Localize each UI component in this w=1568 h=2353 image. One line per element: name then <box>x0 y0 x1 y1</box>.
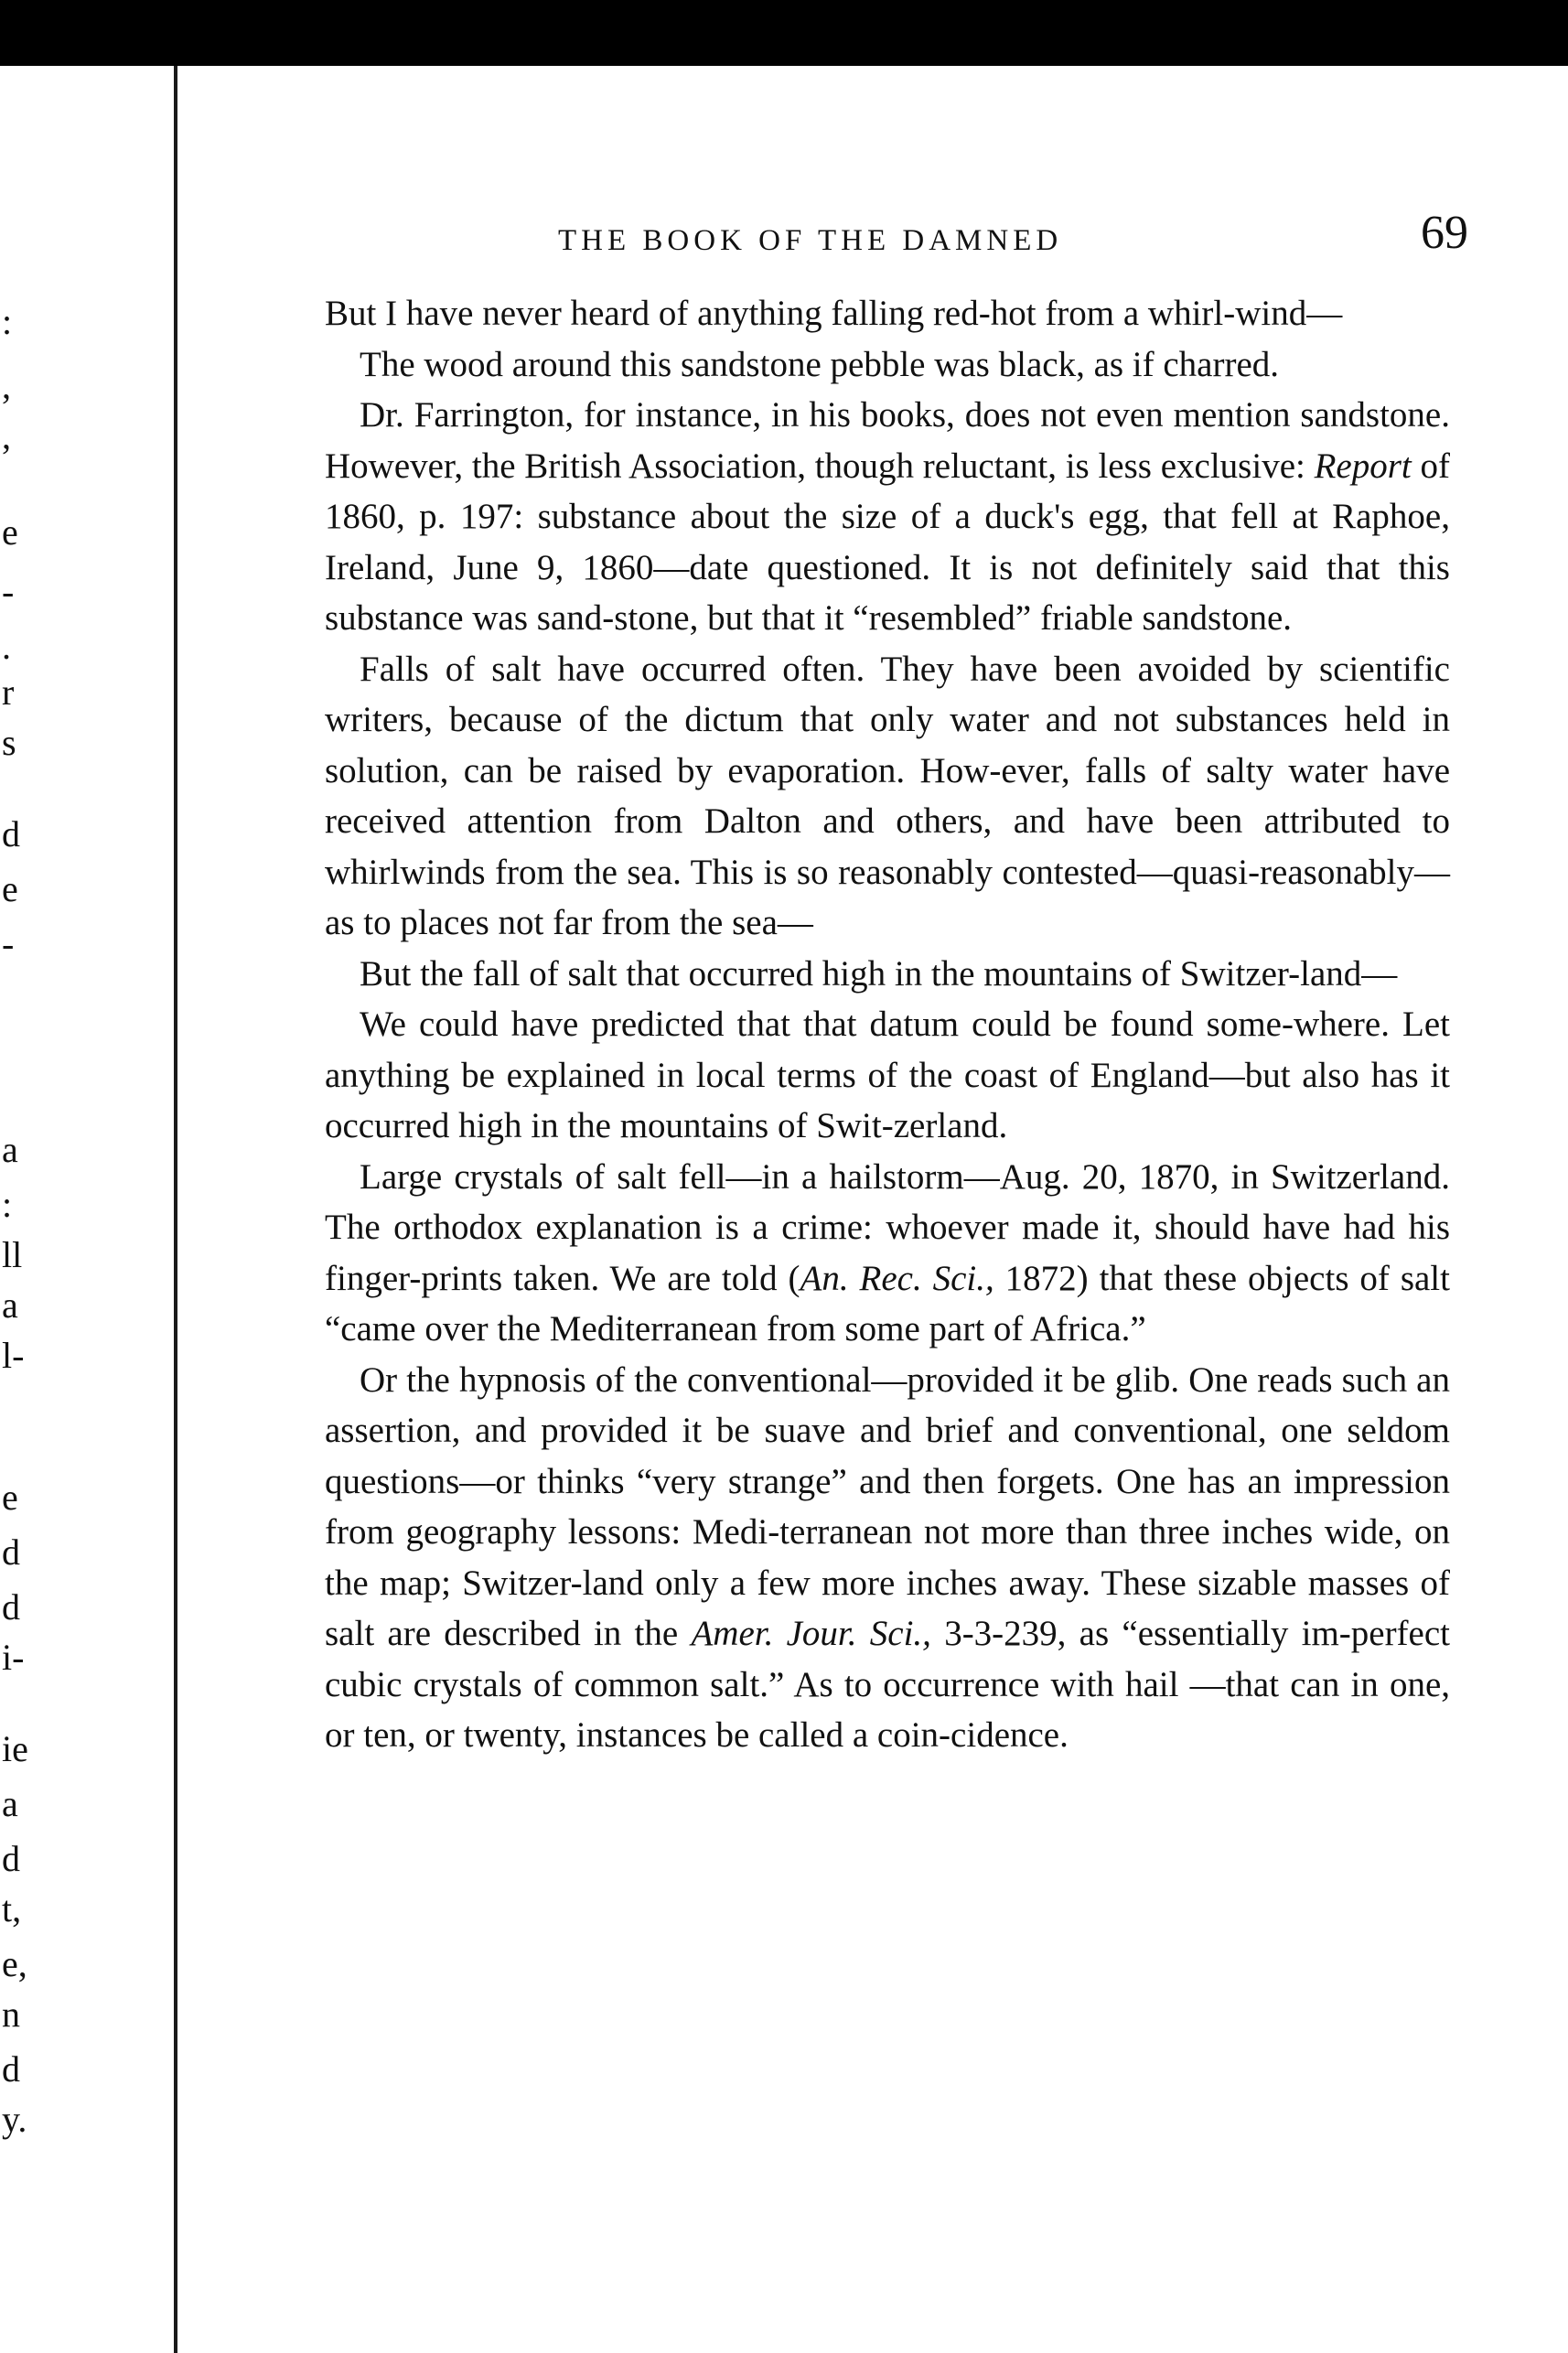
page-number: 69 <box>1421 207 1468 259</box>
margin-char: : <box>2 301 13 342</box>
margin-char: d <box>2 813 20 854</box>
margin-char: d <box>2 2048 20 2090</box>
running-title: THE BOOK OF THE DAMNED <box>558 224 1063 257</box>
margin-char: i- <box>2 1637 25 1678</box>
margin-char: , <box>2 365 11 406</box>
paragraph: The wood around this sandstone pebble was black, as if charred. <box>360 344 1280 384</box>
margin-char: , <box>2 415 11 457</box>
facing-page-edge-text <box>0 66 37 2353</box>
paragraph: But I have never heard of anything falling red-hot from a whirl-wind— <box>325 294 1343 333</box>
margin-char: a <box>2 1284 18 1326</box>
margin-char: - <box>2 923 15 964</box>
paragraph: Large crystals of salt fell—in a hailstorm—Aug. 20, 1870, in Switzerland. The orthodox explanation is a crime: whoever made it, should have had his finger-prints taken. We are told (An. Rec. Sci., 1872) that these objects of salt “came over the Mediterranean from some part of Africa.” <box>325 1156 1450 1348</box>
running-head <box>325 206 1468 288</box>
paragraph: Or the hypnosis of the conventional—provided it be glib. One reads such an assertion, and provided it be suave and brief and conventional, one seldom questions—or thinks “very strange” and then forgets. One has an impression from geography lessons: Medi-terranean not more than three inches wide, on the map; Switzer-land only a few more inches away. These sizable masses of salt are described in the Amer. Jour. Sci., 3-3-239, as “essentially im-perfect cubic crystals of common salt.” As to occurrence with hail —that can in one, or ten, or twenty, instances be called a coin-cidence. <box>325 1359 1451 1755</box>
margin-char: d <box>2 1586 20 1628</box>
margin-char: e <box>2 511 18 553</box>
paragraph: But the fall of salt that occurred high in the mountains of Switzer-land— <box>360 953 1398 994</box>
scan-top-border <box>0 0 1568 66</box>
citation-title: An. Rec. Sci., <box>800 1258 994 1298</box>
margin-char: e <box>2 868 18 909</box>
margin-char: e, <box>2 1943 27 1984</box>
margin-char: . <box>2 626 11 667</box>
margin-char: d <box>2 1531 20 1573</box>
paragraph: We could have predicted that that datum could be found some-where. Let anything be explained in local terms of the coast of England—but also has it occurred high in the mountains of Swit-zerland. <box>325 1005 1450 1145</box>
paragraph: Falls of salt have occurred often. They have been avoided by scientific writers, because of the dictum that only water and not substances held in solution, can be raised by evaporation. How-ever, falls of salty water have received attention from Dalton and others, and have been attributed to whirlwinds from the sea. This is so reasonably contested—quasi-reasonably—as to places not far from the sea— <box>325 649 1450 942</box>
margin-char: l- <box>2 1335 25 1376</box>
margin-char: r <box>2 672 15 713</box>
margin-char: n <box>2 1993 20 2035</box>
margin-char: ie <box>2 1728 28 1769</box>
margin-char: ll <box>2 1234 23 1275</box>
margin-char: : <box>2 1184 13 1225</box>
margin-char: a <box>2 1783 18 1824</box>
citation-title: Amer. Jour. Sci., <box>691 1614 931 1653</box>
book-page <box>325 206 1468 1761</box>
margin-char: - <box>2 571 15 612</box>
margin-char: y. <box>2 2099 27 2140</box>
margin-char: s <box>2 722 16 763</box>
margin-char: t, <box>2 1888 22 1929</box>
body-text <box>325 288 1450 1761</box>
margin-char: a <box>2 1129 18 1170</box>
margin-char: d <box>2 1838 20 1879</box>
paragraph: Dr. Farrington, for instance, in his books, does not even mention sandstone. However, the British Association, though reluctant, is less exclusive: Report of 1860, p. 197: substance about the size of a duck's egg, that fell at Raphoe, Ireland, June 9, 1860—date questioned. It is not definitely said that this substance was sand-stone, but that it “resembled” friable sandstone. <box>325 395 1450 638</box>
citation-title: Report <box>1314 446 1412 486</box>
book-gutter-edge <box>174 66 177 2353</box>
margin-char: e <box>2 1477 18 1518</box>
